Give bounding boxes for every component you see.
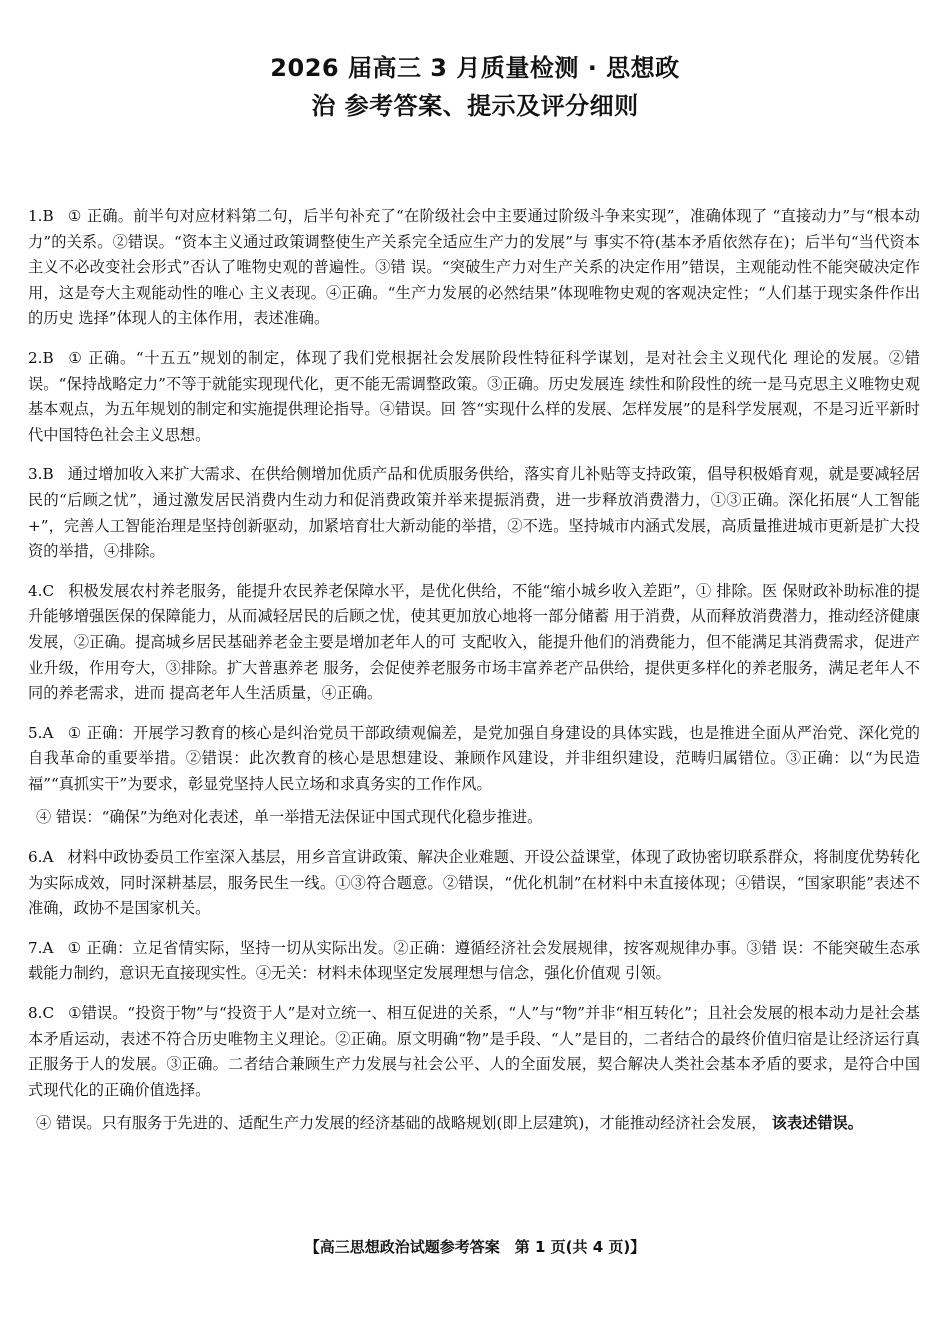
answer-list [28,204,920,1151]
answer-paragraph [28,462,920,564]
page-title-line1: 2026 届高三 3 月质量检测 · 思想政 [270,54,680,82]
answer-number: 8.C [28,1004,55,1023]
answer-number: 7.A [28,938,54,957]
answer-paragraph [28,845,920,922]
answer-paragraph [28,579,920,707]
page-title-line2: 治 参考答案、提示及评分细则 [311,92,639,120]
answer-paragraph [28,1001,920,1103]
answer-text: ① 正确：开展学习教育的核心是纠治党员干部政绩观偏差，是党加强自身建设的具体实践，也是推进全面从严治党、深化党的自我革命的重要举措。②错误：此次教育的核心是思想建设、兼顾作风建设，并非组织建设，范畴归属错位。③正确：以“为民造福”“真抓实干”为要求，彰显党坚持人民立场和求真务实的工作作风。 [28,723,920,793]
answer-item-6 [28,845,920,922]
answer-item-4 [28,579,920,707]
answer-item-8 [28,1001,920,1137]
answer-item-7 [28,936,920,987]
answer-text: 材料中政协委员工作室深入基层，用乡音宣讲政策、解决企业难题、开设公益课堂，体现了政协密切联系群众，将制度优势转化为实际成效，同时深耕基层，服务民生一线。①③符合题意。②错误，“优化机制”在材料中未直接体现；④错误，“国家职能”表述不准确，政协不是国家机关。 [28,848,920,918]
answer-text: ① 正确。“十五五”规划的制定，体现了我们党根据社会发展阶段性特征科学谋划，是对社会主义现代化 理论的发展。②错误。“保持战略定力”不等于就能实现现代化，更不能无需调整政策。③正确。历史发展连 续性和阶段性的统一是马克思主义唯物史观基本观点，为五年规划的制定和实施提供理论指导。④错误。回 答“实现什么样的发展、怎样发展”的是科学发展观，不是习近平新时代中国特色社会主义思想。 [28,348,920,444]
page-footer: 【高三思想政治试题参考答案 第 1 页(共 4 页)】 [304,1238,646,1256]
answer-text: 通过增加收入来扩大需求、在供给侧增加优质产品和优质服务供给，落实育儿补贴等支持政策，倡导积极婚育观，就是要减轻居民的“后顾之忧”，通过激发居民消费内生动力和促消费政策并举来提振消费，进一步释放消费潜力，①③正确。深化拓展“人工智能+”，完善人工智能治理是坚持创新驱动，加紧培育壮大新动能的举措，②不选。坚持城市内涵式发展，高质量推进城市更新是扩大投资的举措，④排除。 [28,465,920,561]
answer-number: 6.A [28,848,54,867]
answer-item-1 [28,204,920,332]
answer-continuation: ④ 错误：“确保”为绝对化表述，单一举措无法保证中国式现代化稳步推进。 [36,808,543,827]
answer-number: 3.B [28,465,54,484]
answer-conclusion: 该表述错误。 [766,1114,863,1133]
answer-number: 5.A [28,723,54,742]
answer-number: 4.C [28,581,55,600]
answer-paragraph [28,721,920,798]
answer-paragraph [28,936,920,987]
answer-text: 积极发展农村养老服务，能提升农民养老保障水平，是优化供给，不能“缩小城乡收入差距”，① 排除。医 保财政补助标准的提升能够增强医保的保障能力，从而减轻居民的后顾之忧，使其更加放心地将一部分储蓄 用于消费，从而释放消费潜力，推动经济健康发展，②正确。提高城乡居民基础养老金主要是增加老年人的可 支配收入，能提升他们的消费能力，但不能满足其消费需求，促进产业升级，作用夸大，③排除。扩大普惠养老 服务，会促使养老服务市场丰富养老产品供给，提供更多样化的养老服务，满足老年人不同的养老需求，进而 提高老年人生活质量，④正确。 [28,581,920,703]
answer-continuation-text: ④ 错误。只有服务于先进的、适配生产力发展的经济基础的战略规划(即上层建筑)，才能推动经济社会发展， [36,1114,767,1133]
answer-paragraph [28,204,920,332]
answer-number: 2.B [28,348,54,367]
answer-text: ① 正确。前半句对应材料第二句，后半句补充了“在阶级社会中主要通过阶级斗争来实现”，准确体现了 “直接动力”与“根本动力”的关系。②错误。“资本主义通过政策调整使生产关系完全适应生产力的发展”与 事实不符(基本矛盾依然存在)；后半句“当代资本主义不必改变社会形式”否认了唯物史观的普遍性。③错 误。“突破生产力对生产关系的决定作用”错误，主观能动性不能突破决定作用，这是夸大主观能动性的唯心 主义表现。④正确。“生产力发展的必然结果”体现唯物史观的客观决定性；“人们基于现实条件作出的历史 选择”体现人的主体作用，表述准确。 [28,207,920,328]
answer-number: 1.B [28,207,54,225]
answer-paragraph [28,346,920,448]
answer-item-2 [28,346,920,448]
answer-text: ① 正确：立足省情实际，坚持一切从实际出发。②正确：遵循经济社会发展规律，按客观规律办事。③错 误：不能突破生态承载能力制约，意识无直接现实性。④无关：材料未体现坚定发展理想与信念，强化价值观 引领。 [28,938,920,983]
answer-continuation [28,1111,920,1137]
answer-item-3 [28,462,920,564]
answer-item-5 [28,721,920,831]
answer-text: ①错误。“投资于物”与“投资于人”是对立统一、相互促进的关系，“人”与“物”并非“相互转化”；且社会发展的根本动力是社会基本矛盾运动，表述不符合历史唯物主义理论。②正确。原文明确“物”是手段、“人”是目的，二者结合的最终价值归宿是让经济运行真正服务于人的发展。③正确。二者结合兼顾生产力发展与社会公平、人的全面发展，契合解决人类社会基本矛盾的要求，是符合中国式现代化的正确价值选择。 [28,1004,920,1099]
